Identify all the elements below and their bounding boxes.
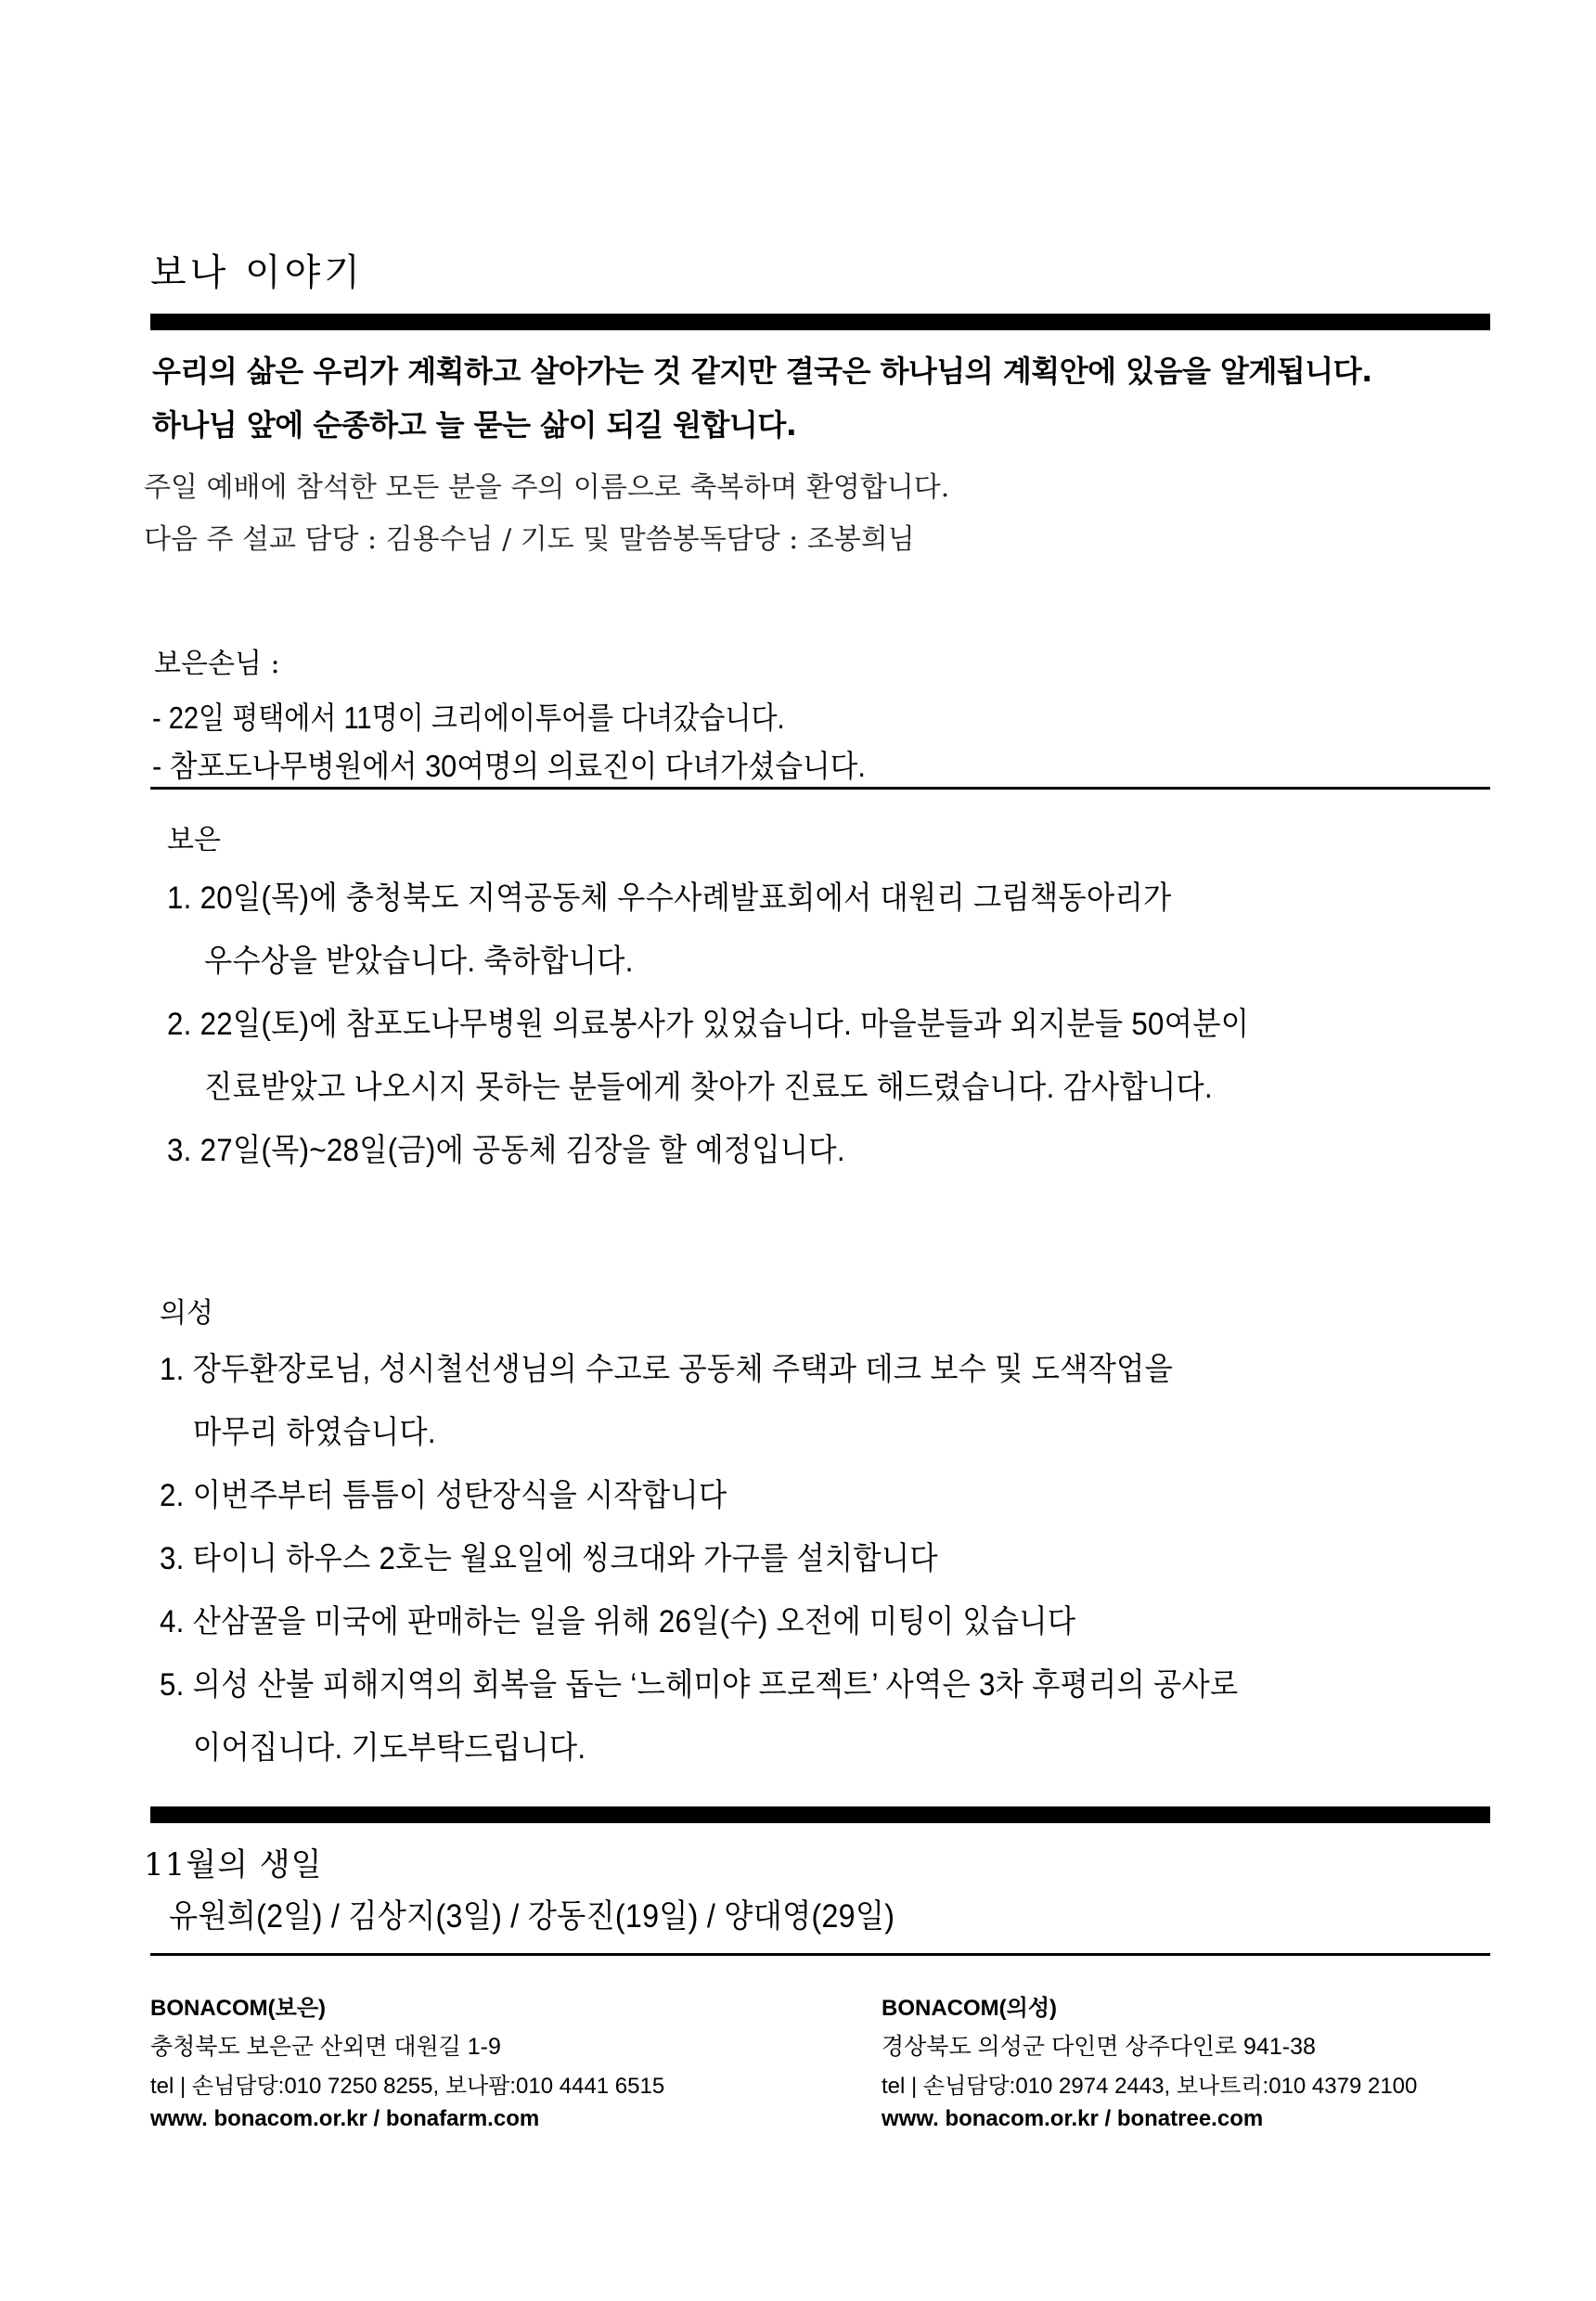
footer-boeun-name: BONACOM(보은): [150, 1996, 327, 2021]
guests-heading: 보은손님 :: [154, 648, 280, 680]
birthday-heading: 11월의 생일: [144, 1846, 323, 1883]
title-divider: [150, 314, 1490, 330]
footer-boeun-web[interactable]: www. bonacom.or.kr / bonafarm.com: [150, 2106, 540, 2131]
footer-uiseong: [882, 1989, 1417, 2145]
uiseong-item-1: 1. 장두환장로님, 성시철선생님의 수고로 공동체 주택과 데크 보수 및 도색작업을: [160, 1352, 1174, 1387]
uiseong-heading: 의성: [160, 1297, 213, 1330]
welcome-line-1: 주일 예배에 참석한 모든 분을 주의 이름으로 축복하며 환영합니다.: [144, 471, 950, 504]
footer-boeun-address: 충청북도 보은군 산외면 대원길 1-9: [150, 2034, 501, 2060]
page-title: 보나 이야기: [150, 251, 364, 294]
footer-uiseong-name: BONACOM(의성): [882, 1996, 1058, 2021]
intro-line-2: 하나님 앞에 순종하고 늘 묻는 삶이 되길 원합니다.: [152, 407, 797, 443]
boeun-item-1: 1. 20일(목)에 충청북도 지역공동체 우수사례발표회에서 대원리 그림책동아리가: [167, 881, 1172, 916]
welcome-line-2: 다음 주 설교 담당 : 김용수님 / 기도 및 말씀봉독담당 : 조봉희님: [144, 523, 915, 556]
boeun-item-1-cont: 우수상을 받았습니다. 축하합니다.: [204, 944, 634, 979]
uiseong-item-3: 3. 타이니 하우스 2호는 월요일에 씽크대와 가구를 설치합니다: [160, 1541, 938, 1576]
footer-divider: [150, 1953, 1490, 1956]
footer-boeun: [150, 1989, 664, 2145]
footer-boeun-tel: tel | 손님담당:010 7250 8255, 보나팜:010 4441 6515: [150, 2074, 665, 2099]
birthday-divider: [150, 1806, 1490, 1823]
intro-line-1: 우리의 삶은 우리가 계획하고 살아가는 것 같지만 결국은 하나님의 계획안에 있음을 알게됩니다.: [152, 354, 1372, 389]
section-divider: [150, 787, 1490, 790]
guest-item: - 참포도나무병원에서 30여명의 의료진이 다녀가셨습니다.: [152, 749, 866, 783]
boeun-heading: 보은: [167, 824, 221, 856]
footer-uiseong-web[interactable]: www. bonacom.or.kr / bonatree.com: [882, 2106, 1264, 2131]
boeun-item-2: 2. 22일(토)에 참포도나무병원 의료봉사가 있었습니다. 마을분들과 외지분들 50여분이: [167, 1007, 1250, 1042]
uiseong-item-4: 4. 산삼꿀을 미국에 판매하는 일을 위해 26일(수) 오전에 미팅이 있습니다: [160, 1604, 1076, 1639]
footer-uiseong-tel: tel | 손님담당:010 2974 2443, 보나트리:010 4379 2100: [882, 2074, 1418, 2099]
uiseong-item-5-cont: 이어집니다. 기도부탁드립니다.: [193, 1730, 586, 1766]
guest-item: - 22일 평택에서 11명이 크리에이투어를 다녀갔습니다.: [152, 701, 785, 735]
footer-uiseong-address: 경상북도 의성군 다인면 상주다인로 941-38: [882, 2034, 1316, 2060]
birthday-list: 유원희(2일) / 김상지(3일) / 강동진(19일) / 양대영(29일): [169, 1898, 895, 1935]
uiseong-item-5: 5. 의성 산불 피해지역의 회복을 돕는 ‘느헤미야 프로젝트’ 사역은 3차 후평리의 공사로: [160, 1667, 1239, 1703]
boeun-item-2-cont: 진료받았고 나오시지 못하는 분들에게 찾아가 진료도 해드렸습니다. 감사합니다.: [204, 1070, 1213, 1105]
boeun-item-3: 3. 27일(목)~28일(금)에 공동체 김장을 할 예정입니다.: [167, 1133, 845, 1168]
uiseong-item-1-cont: 마무리 하였습니다.: [193, 1415, 436, 1450]
uiseong-item-2: 2. 이번주부터 틈틈이 성탄장식을 시작합니다: [160, 1478, 727, 1513]
